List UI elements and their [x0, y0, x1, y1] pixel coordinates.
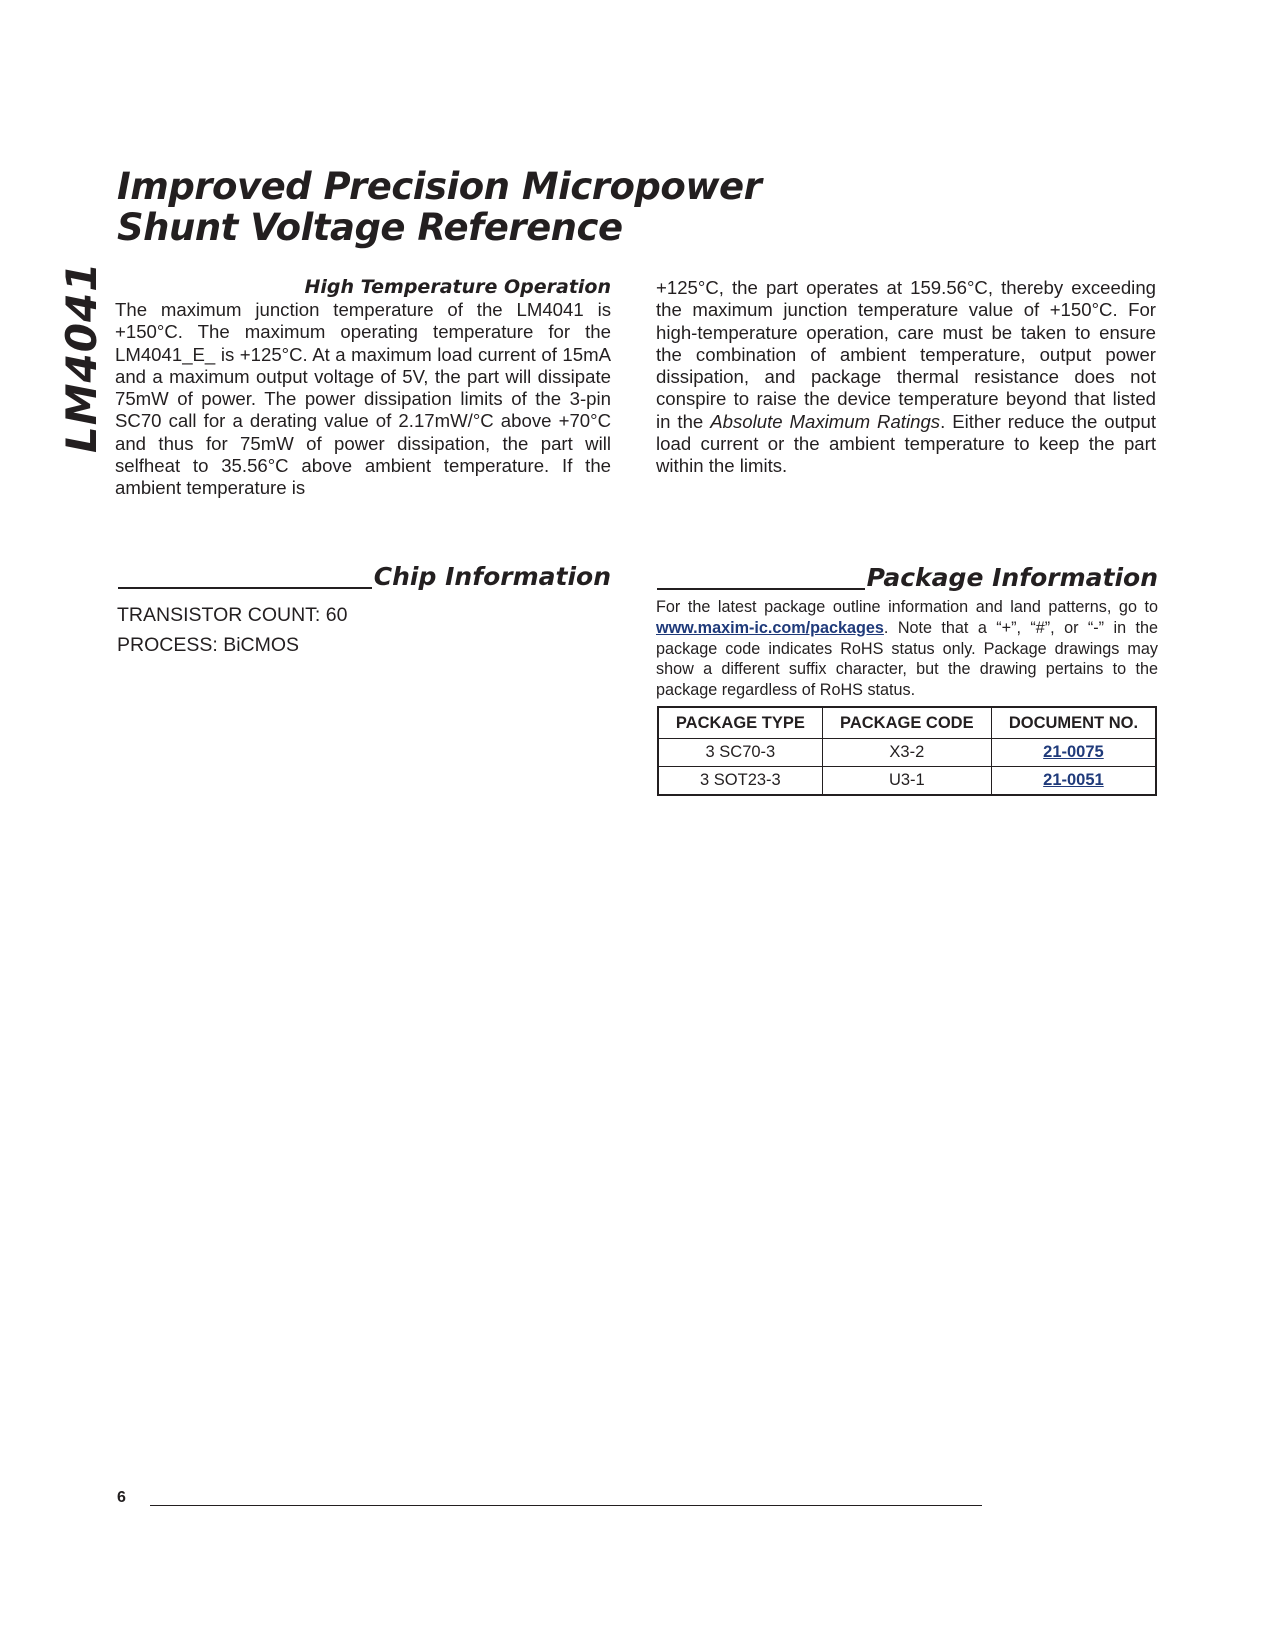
document-link[interactable]: 21-0051 — [1043, 771, 1104, 789]
process-type: PROCESS: BiCMOS — [117, 634, 300, 656]
header-package-type: PACKAGE TYPE — [658, 707, 822, 739]
chip-information-body — [117, 600, 347, 660]
cell-document-no — [991, 767, 1156, 796]
packages-link[interactable]: www.maxim-ic.com/packages — [656, 618, 884, 637]
high-temperature-paragraph-1: The maximum junction temperature of the LM4041 is +150°C. The maximum operating temperature for the LM4041_E_ is +125°C. At a maximum load current of 15mA and a maximum output voltage of 5V, the part will dissipate 75mW of power. The power dissipation limits of the 3-pin SC70 call for a derating value of 2.17mW/°C above +70°C and thus for 75mW of power dissipation, the part will selfheat to 35.56°C above ambient temperature. If the ambient temperature is — [115, 299, 611, 499]
cell-package-type: 3 SC70-3 — [658, 739, 822, 767]
high-temperature-text-b: . Either reduce the output load current or the ambient temperature to keep the part within the limits. — [656, 410, 1157, 477]
absolute-max-ratings-ref: Absolute Maximum Ratings — [710, 410, 941, 432]
page-title — [117, 166, 877, 248]
footer-rule — [150, 1505, 982, 1506]
title-line-2: Shunt Voltage Reference — [117, 206, 623, 249]
table-row — [658, 739, 1156, 767]
side-part-label: LM4041 — [57, 261, 106, 453]
package-information-heading: Package Information — [866, 563, 1158, 592]
package-information-text — [656, 597, 1158, 701]
package-table — [657, 706, 1157, 796]
header-document-no: DOCUMENT NO. — [991, 707, 1156, 739]
high-temperature-right-column — [656, 277, 1156, 478]
transistor-count: TRANSISTOR COUNT: 60 — [117, 604, 348, 626]
title-line-1: Improved Precision Micropower — [117, 165, 762, 208]
chip-information-header — [118, 562, 611, 592]
package-information-header — [657, 563, 1158, 593]
high-temperature-heading: High Temperature Operation — [304, 276, 611, 298]
cell-document-no — [991, 739, 1156, 767]
document-link[interactable]: 21-0075 — [1043, 743, 1104, 761]
high-temperature-text-a: +125°C, the part operates at 159.56°C, thereby exceeding the maximum junction temperature value of +150°C. For high-temperature operation, care must be taken to ensure the combination of ambient temperature, output power dissipation, and package thermal resistance does not conspire to raise the device temperature beyond that listed in the — [656, 277, 1156, 432]
cell-package-code: X3-2 — [822, 739, 991, 767]
high-temperature-left-column — [115, 299, 611, 500]
heading-rule — [118, 586, 372, 589]
page-number: 6 — [117, 1489, 126, 1506]
package-text-b: . Note that a “+”, “#”, or “-” in the package code indicates RoHS status only. Package drawings may show a different suffix character, but the drawing pertains to the package regardless of RoHS status. — [656, 618, 1158, 700]
table-row — [658, 767, 1156, 796]
high-temperature-paragraph-2 — [656, 277, 1156, 478]
package-text-a: For the latest package outline information and land patterns, go to — [656, 598, 1158, 616]
cell-package-type: 3 SOT23-3 — [658, 767, 822, 796]
header-package-code: PACKAGE CODE — [822, 707, 991, 739]
chip-information-heading: Chip Information — [373, 562, 611, 591]
table-header-row — [658, 707, 1156, 739]
heading-rule — [657, 587, 865, 590]
cell-package-code: U3-1 — [822, 767, 991, 796]
